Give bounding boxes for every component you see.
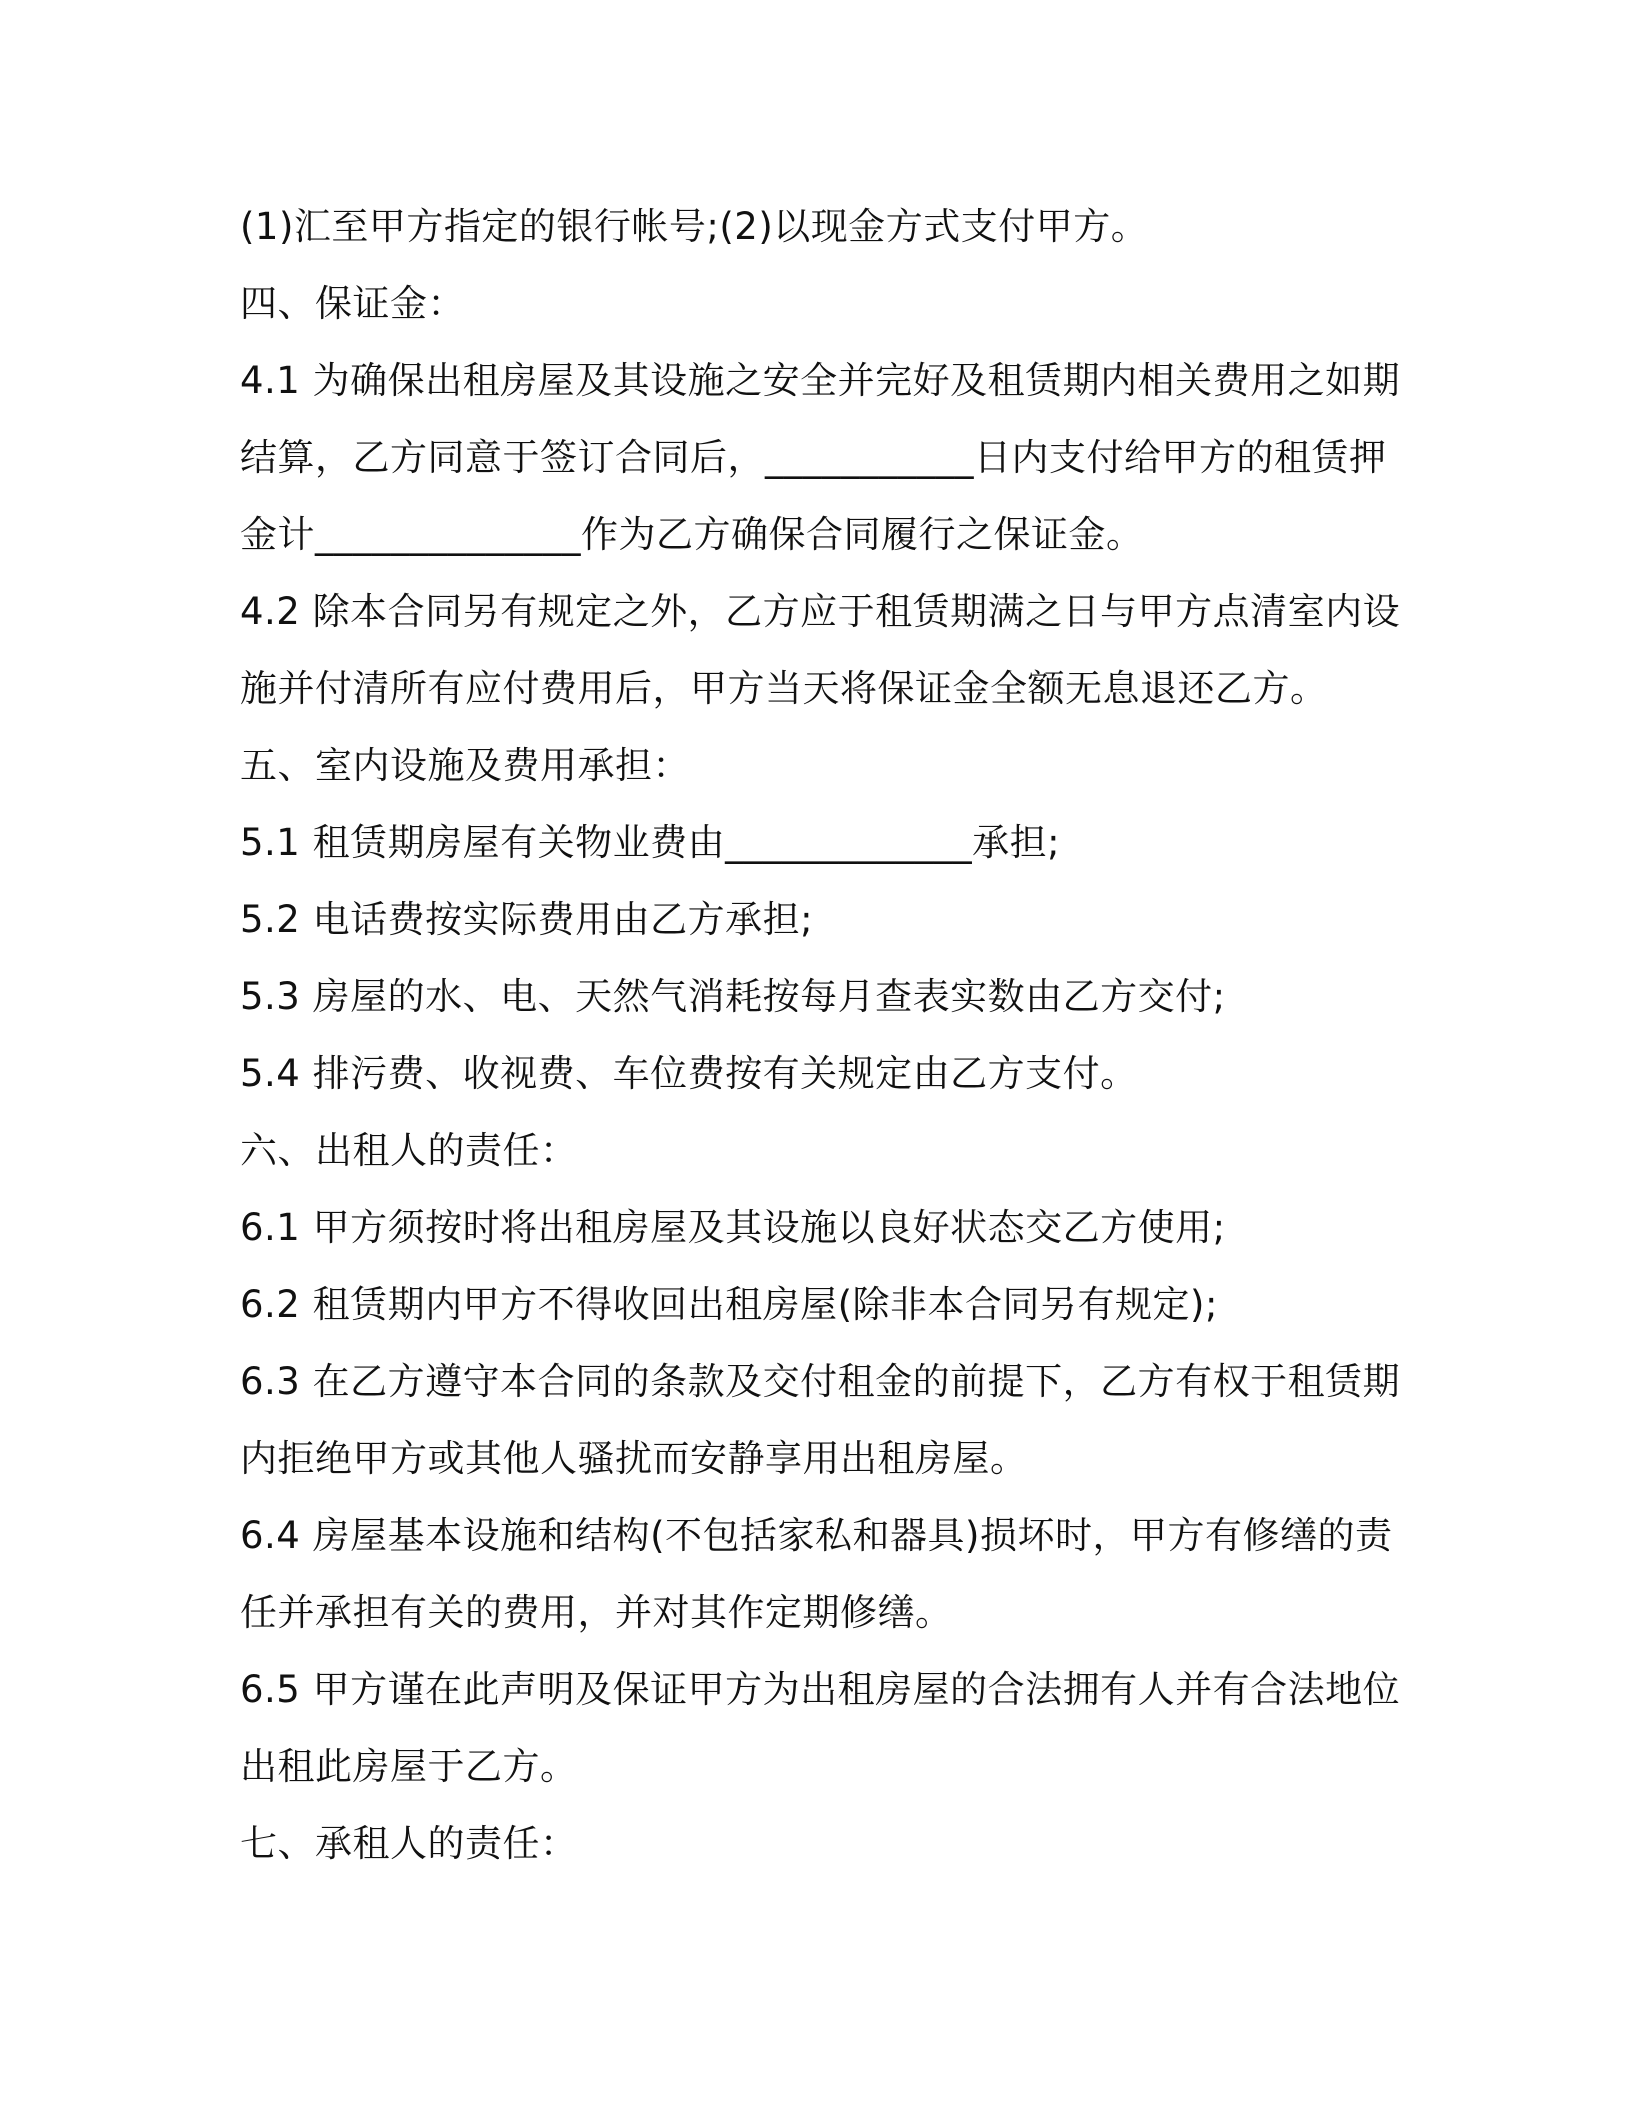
clause-4-1-line-2: 结算，乙方同意于签订合同后，___________日内支付给甲方的租赁押	[240, 436, 1387, 479]
section-heading-deposit: 四、保证金：	[240, 282, 465, 325]
section-heading-lessor-duties: 六、出租人的责任：	[240, 1129, 578, 1172]
section-heading-lessee-duties: 七、承租人的责任：	[240, 1822, 578, 1865]
clause-6-5-line-2: 出租此房屋于乙方。	[240, 1745, 578, 1788]
clause-5-1: 5.1 租赁期房屋有关物业费由_____________承担;	[240, 821, 1061, 864]
clause-6-1: 6.1 甲方须按时将出租房屋及其设施以良好状态交乙方使用;	[240, 1206, 1226, 1249]
section-heading-facilities-fees: 五、室内设施及费用承担：	[240, 744, 690, 787]
clause-6-3-line-2: 内拒绝甲方或其他人骚扰而安静享用出租房屋。	[240, 1437, 1028, 1480]
clause-5-4: 5.4 排污费、收视费、车位费按有关规定由乙方支付。	[240, 1052, 1138, 1095]
document-body	[240, 188, 1401, 1882]
clause-5-3: 5.3 房屋的水、电、天然气消耗按每月查表实数由乙方交付;	[240, 975, 1226, 1018]
clause-6-2: 6.2 租赁期内甲方不得收回出租房屋(除非本合同另有规定);	[240, 1283, 1218, 1326]
clause-4-2-line-1: 4.2 除本合同另有规定之外，乙方应于租赁期满之日与甲方点清室内设	[240, 590, 1401, 633]
clause-4-1-line-3: 金计______________作为乙方确保合同履行之保证金。	[240, 513, 1144, 556]
clause-6-4-line-1: 6.4 房屋基本设施和结构(不包括家私和器具)损坏时，甲方有修缮的责	[240, 1514, 1393, 1557]
payment-method-line: (1)汇至甲方指定的银行帐号;(2)以现金方式支付甲方。	[240, 205, 1149, 248]
clause-4-2-line-2: 施并付清所有应付费用后，甲方当天将保证金全额无息退还乙方。	[240, 667, 1328, 710]
clause-6-4-line-2: 任并承担有关的费用，并对其作定期修缮。	[240, 1591, 953, 1634]
clause-6-3-line-1: 6.3 在乙方遵守本合同的条款及交付租金的前提下，乙方有权于租赁期	[240, 1360, 1401, 1403]
clause-6-5-line-1: 6.5 甲方谨在此声明及保证甲方为出租房屋的合法拥有人并有合法地位	[240, 1668, 1401, 1711]
clause-5-2: 5.2 电话费按实际费用由乙方承担;	[240, 898, 814, 941]
clause-4-1-line-1: 4.1 为确保出租房屋及其设施之安全并完好及租赁期内相关费用之如期	[240, 359, 1401, 402]
